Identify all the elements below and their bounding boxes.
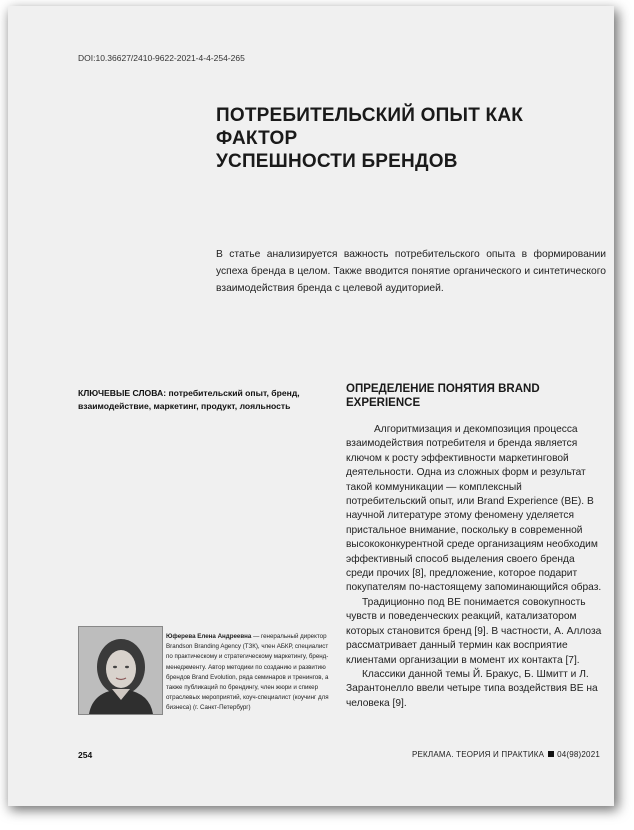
running-footer — [412, 750, 600, 759]
page-number: 254 — [78, 750, 93, 760]
author-bio — [166, 632, 330, 714]
author-block — [78, 626, 328, 716]
body-paragraph: Алгоритмизация и декомпозиция процесса взаимодействия потребителя и бренда является ключом к росту эффективности маркетинговой деятельности. Одна из сложных форм и результат такой коммуникации — комплексный потребительский опыт, или Brand Experience (BE). В научной литературе этому феномену уделяется пристальное внимание, поскольку в современной высококонкурентной среде организациям необходим эффективный способ выделения своего бренда среди прочих [8], предложение, которое подарит покупателям по-настоящему запоминающийся образ. — [346, 424, 602, 594]
body-paragraph: Традиционно под BE понимается совокупность чувств и поведенческих реакций, катализатором которых становится бренд [9]. В частности, А. Аллоза рассматривает данный термин как восприятие клиентами организации в момент их контакта [7]. — [346, 596, 602, 666]
article-title-line-1: ПОТРЕБИТЕЛЬСКИЙ ОПЫТ КАК ФАКТОР — [216, 105, 524, 149]
article-title — [216, 104, 606, 173]
article-abstract: В статье анализируется важность потребительского опыта в формировании успеха бренда в целом. Также вводится понятие органического и синтетического взаимодействия бренда с целевой аудиторией. — [216, 249, 606, 294]
journal-name: РЕКЛАМА. ТЕОРИЯ И ПРАКТИКА — [411, 750, 545, 759]
section-heading: ОПРЕДЕЛЕНИЕ ПОНЯТИЯ BRAND EXPERIENCE — [346, 383, 540, 409]
body-paragraph: Классики данной темы Й. Бракус, Б. Шмитт и Л. Зарантонелло ввели четыре типа воздействия BE на человека [9]. — [346, 668, 598, 709]
issue-number: 04(98)2021 — [557, 750, 600, 759]
author-name: Юферева Елена Андреевна — [166, 633, 252, 640]
author-description: — генеральный директор Brandson Branding Agency (ТЗК), член АБКР, специалист по практическому и стратегическому маркетингу, бренд-менеджменту. Автор методики по созданию и развитию брендов Brand Evolution, ряда семинаров и тренингов, а также публикаций по брендингу, член жюри и спикер отраслевых мероприятий, коуч-специалист (коучинг для бизнеса) (г. Санкт-Петербург) — [166, 633, 329, 712]
author-photo — [78, 626, 163, 715]
journal-page — [8, 6, 614, 806]
main-column — [346, 382, 602, 711]
keywords: КЛЮЧЕВЫЕ СЛОВА: потребительский опыт, бренд, взаимодействие, маркетинг, продукт, лояльность — [78, 388, 300, 411]
section-body — [346, 423, 602, 711]
square-separator-icon — [548, 751, 554, 757]
article-title-line-2: УСПЕШНОСТИ БРЕНДОВ — [216, 151, 458, 172]
doi-label[interactable]: DOI:10.36627/2410-9622-2021-4-4-254-265 — [78, 53, 245, 63]
